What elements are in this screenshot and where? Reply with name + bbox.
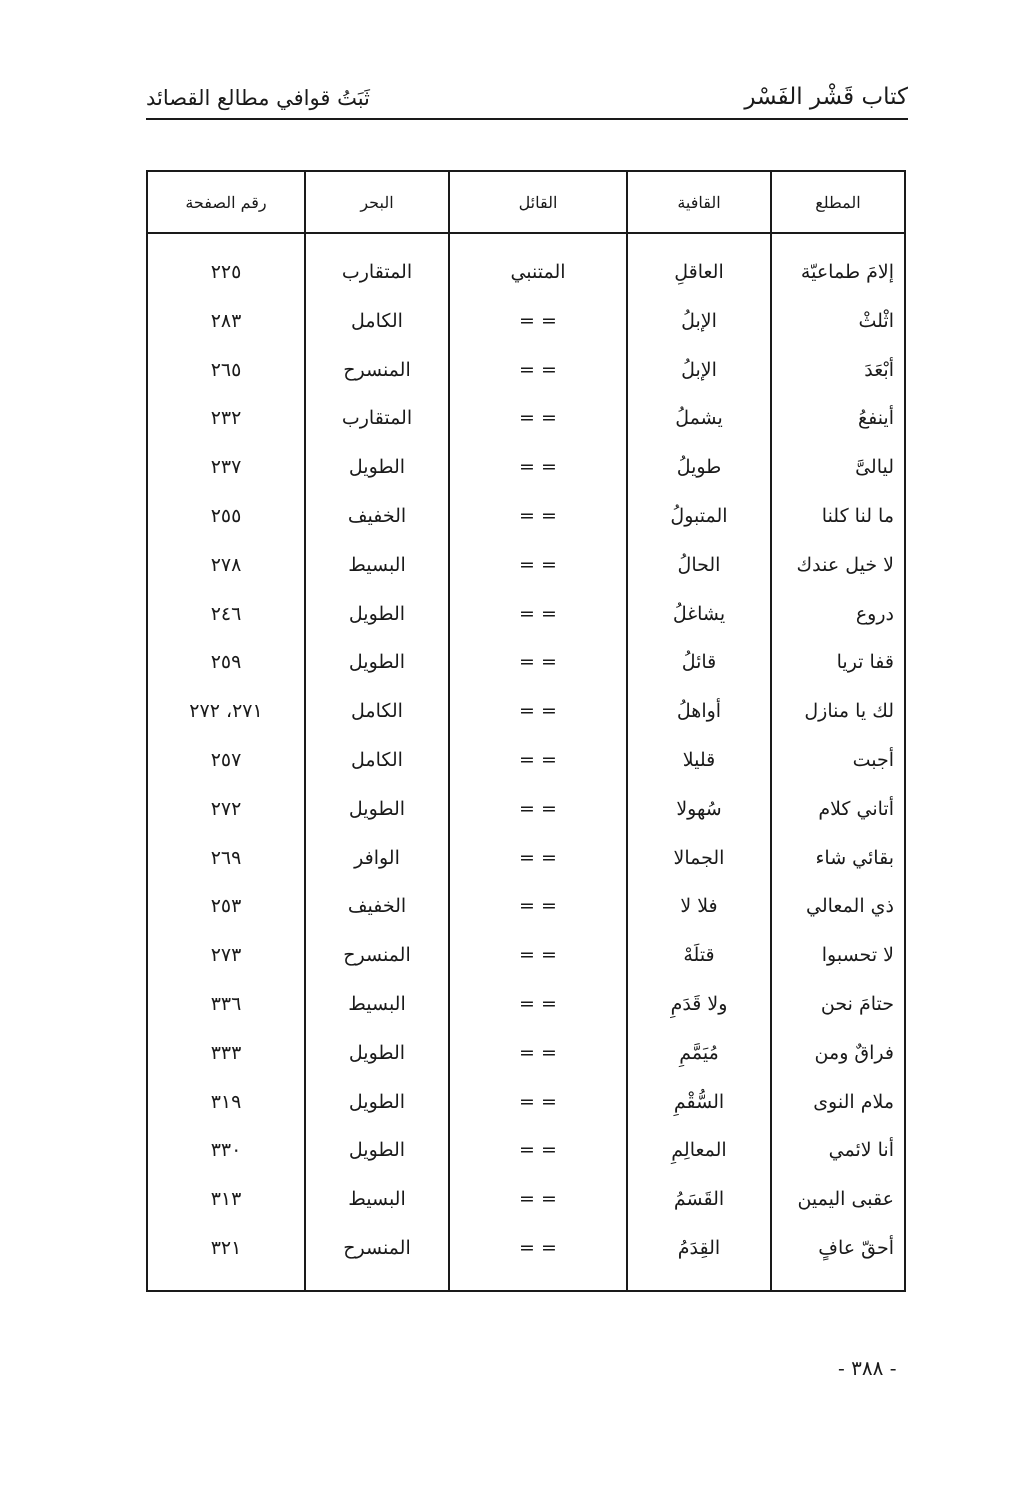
table-cell-matla: أجبت [852,748,894,771]
table-cell-bahr: الخفيف [347,504,407,527]
table-cell-bahr: البسيط [348,1188,406,1211]
book-title: كتاب قَشْر الفَسْر [744,84,908,110]
table-cell-qail: = = [519,895,557,918]
table-cell-page: ٢٥٩ [210,651,242,674]
table-cell-bahr: الطويل [348,1041,406,1064]
table-cell-qafia: المتبولُ [670,504,728,527]
table-cell-matla: ليالىَّ [855,456,894,479]
table-cell-qail: = = [519,456,557,479]
table-cell-qafia: القِدَمُ [677,1236,721,1259]
table-cell-matla: فراقٌ ومن [814,1041,894,1064]
table-cell-matla: ملام النوى [813,1090,894,1113]
column-header-bahr: البحر [305,172,449,233]
table-cell-qail: = = [519,504,557,527]
table-cell-qafia: قتلَهْ [683,944,715,967]
table-cell-matla: لك يا منازل [804,700,894,723]
table-cell-qail: = = [519,651,557,674]
table-cell-bahr: الكامل [351,700,403,723]
table-cell-matla: عقبى اليمين [797,1188,894,1211]
table-cell-qail: = = [519,1090,557,1113]
table-cell-bahr: الطويل [348,651,406,674]
table-cell-qafia: القَسَمُ [673,1188,725,1211]
table-cell-page: ٢٧١، ٢٧٢ [189,700,263,723]
table-cell-matla: بقائي شاء [815,846,894,869]
table-cell-bahr: الطويل [348,456,406,479]
qail-column [449,233,627,1290]
table-cell-qail: = = [519,748,557,771]
table-cell-matla: أتاني كلام [818,797,894,820]
table-cell-page: ٣١٩ [210,1090,242,1113]
column-header-qafia: القافية [627,172,771,233]
table-cell-qail: = = [519,944,557,967]
table-cell-page: ٢٧٨ [210,553,242,576]
section-title: ثَبَتُ قوافي مطالع القصائد [146,86,370,110]
qafia-column [627,233,771,1290]
page-number: - ٣٨٨ - [838,1356,897,1380]
table-cell-qafia: الحالُ [677,553,721,576]
table-cell-matla: أينفعُ [857,407,894,430]
table-cell-matla: أحقّ عافٍ [818,1236,894,1259]
table-cell-page: ٢٥٥ [210,504,242,527]
table-cell-page: ٢٣٧ [210,456,242,479]
table-cell-qail: = = [519,553,557,576]
table-cell-qafia: ولا قَدَمِ [670,992,728,1015]
table-cell-page: ٢٧٢ [210,797,242,820]
table-cell-bahr: الطويل [348,1090,406,1113]
table-cell-qail: = = [519,1041,557,1064]
table-cell-matla: ذي المعالي [805,895,894,918]
table-cell-page: ٢٤٦ [210,602,242,625]
table-cell-matla: قفا تريا [836,651,894,674]
table-cell-bahr: البسيط [348,553,406,576]
table-cell-qafia: العاقلِ [674,261,724,283]
table-cell-page: ٣٣٦ [210,992,242,1015]
table-cell-page: ٢٢٥ [210,261,242,283]
table-cell-qafia: أواهلُ [676,700,722,723]
table-cell-matla: لا تحسبوا [821,944,894,967]
table-cell-page: ٣٣٣ [210,1041,242,1064]
table-cell-qafia: قائلُ [681,651,717,674]
table-cell-matla: لا خيل عندك [796,553,894,576]
table-cell-bahr: الطويل [348,1139,406,1162]
table-cell-qail: = = [519,1236,557,1259]
table-cell-qafia: السُّقْمِ [673,1090,725,1113]
table-cell-bahr: المتقارب [341,407,413,430]
table-cell-qail: = = [519,1139,557,1162]
table-cell-qafia: قليلا [682,748,716,771]
column-header-page: رقم الصفحة [148,172,305,233]
column-header-matla: المطلع [771,172,904,233]
table-cell-page: ٢٥٧ [210,748,242,771]
table-cell-matla: دروع [855,602,894,625]
table-cell-qail: = = [519,797,557,820]
column-header-qail: القائل [449,172,627,233]
table-cell-bahr: المنسرح [343,1236,411,1259]
table-cell-qail: = = [519,700,557,723]
table-cell-qail: = = [519,602,557,625]
table-cell-matla: أنا لائمي [828,1139,894,1162]
table-cell-bahr: البسيط [348,992,406,1015]
table-cell-bahr: الكامل [351,748,403,771]
table-cell-bahr: المنسرح [343,944,411,967]
table-cell-page: ٢٥٣ [210,895,242,918]
table-cell-qafia: المعالِمِ [671,1139,727,1162]
table-cell-qail: = = [519,1188,557,1211]
bahr-column [305,233,449,1290]
table-cell-qafia: يشاغلُ [672,602,726,625]
table-cell-page: ٢٣٢ [210,407,242,430]
table-cell-qail: = = [519,309,557,332]
table-cell-bahr: المنسرح [343,358,411,381]
table-cell-bahr: الوافر [354,846,400,869]
table-cell-qail: = = [519,846,557,869]
table-cell-matla: اثْلثْ [858,309,894,332]
table-cell-page: ٣٢١ [210,1236,242,1259]
table-cell-page: ٢٦٩ [210,846,242,869]
rhymes-table [146,170,906,1292]
table-cell-matla: إلامَ طماعيّة [800,261,894,283]
table-cell-bahr: الكامل [351,309,403,332]
table-cell-qafia: يشملُ [675,407,723,430]
table-cell-qafia: الإبلُ [681,358,717,381]
table-cell-qafia: سُهولا [676,797,722,820]
table-cell-page: ٣١٣ [210,1188,242,1211]
table-cell-page: ٢٨٣ [210,309,242,332]
header-divider [146,118,908,120]
table-cell-qafia: الإبلُ [681,309,717,332]
page-column [148,233,305,1290]
table-cell-qafia: فلا لا [680,895,718,918]
table-cell-qail: = = [519,992,557,1015]
table-cell-page: ٢٧٣ [210,944,242,967]
table-cell-qafia: الجمالا [673,846,725,869]
table-cell-matla: أبْعَدَ [864,358,894,381]
table-cell-matla: ما لنا كلنا [821,504,894,527]
table-cell-qail: = = [519,407,557,430]
table-cell-matla: حتامَ نحن [820,992,894,1015]
matla-column [771,233,904,1290]
table-cell-qafia: مُيَمَّمِ [679,1041,719,1064]
table-cell-bahr: الطويل [348,797,406,820]
table-cell-qail: = = [519,358,557,381]
table-cell-bahr: الخفيف [347,895,407,918]
table-cell-qafia: طويلُ [676,456,722,479]
table-cell-qail: المتنبي [510,261,566,283]
table-cell-page: ٣٣٠ [210,1139,242,1162]
table-cell-bahr: المتقارب [341,261,413,283]
table-cell-bahr: الطويل [348,602,406,625]
table-cell-page: ٢٦٥ [210,358,242,381]
